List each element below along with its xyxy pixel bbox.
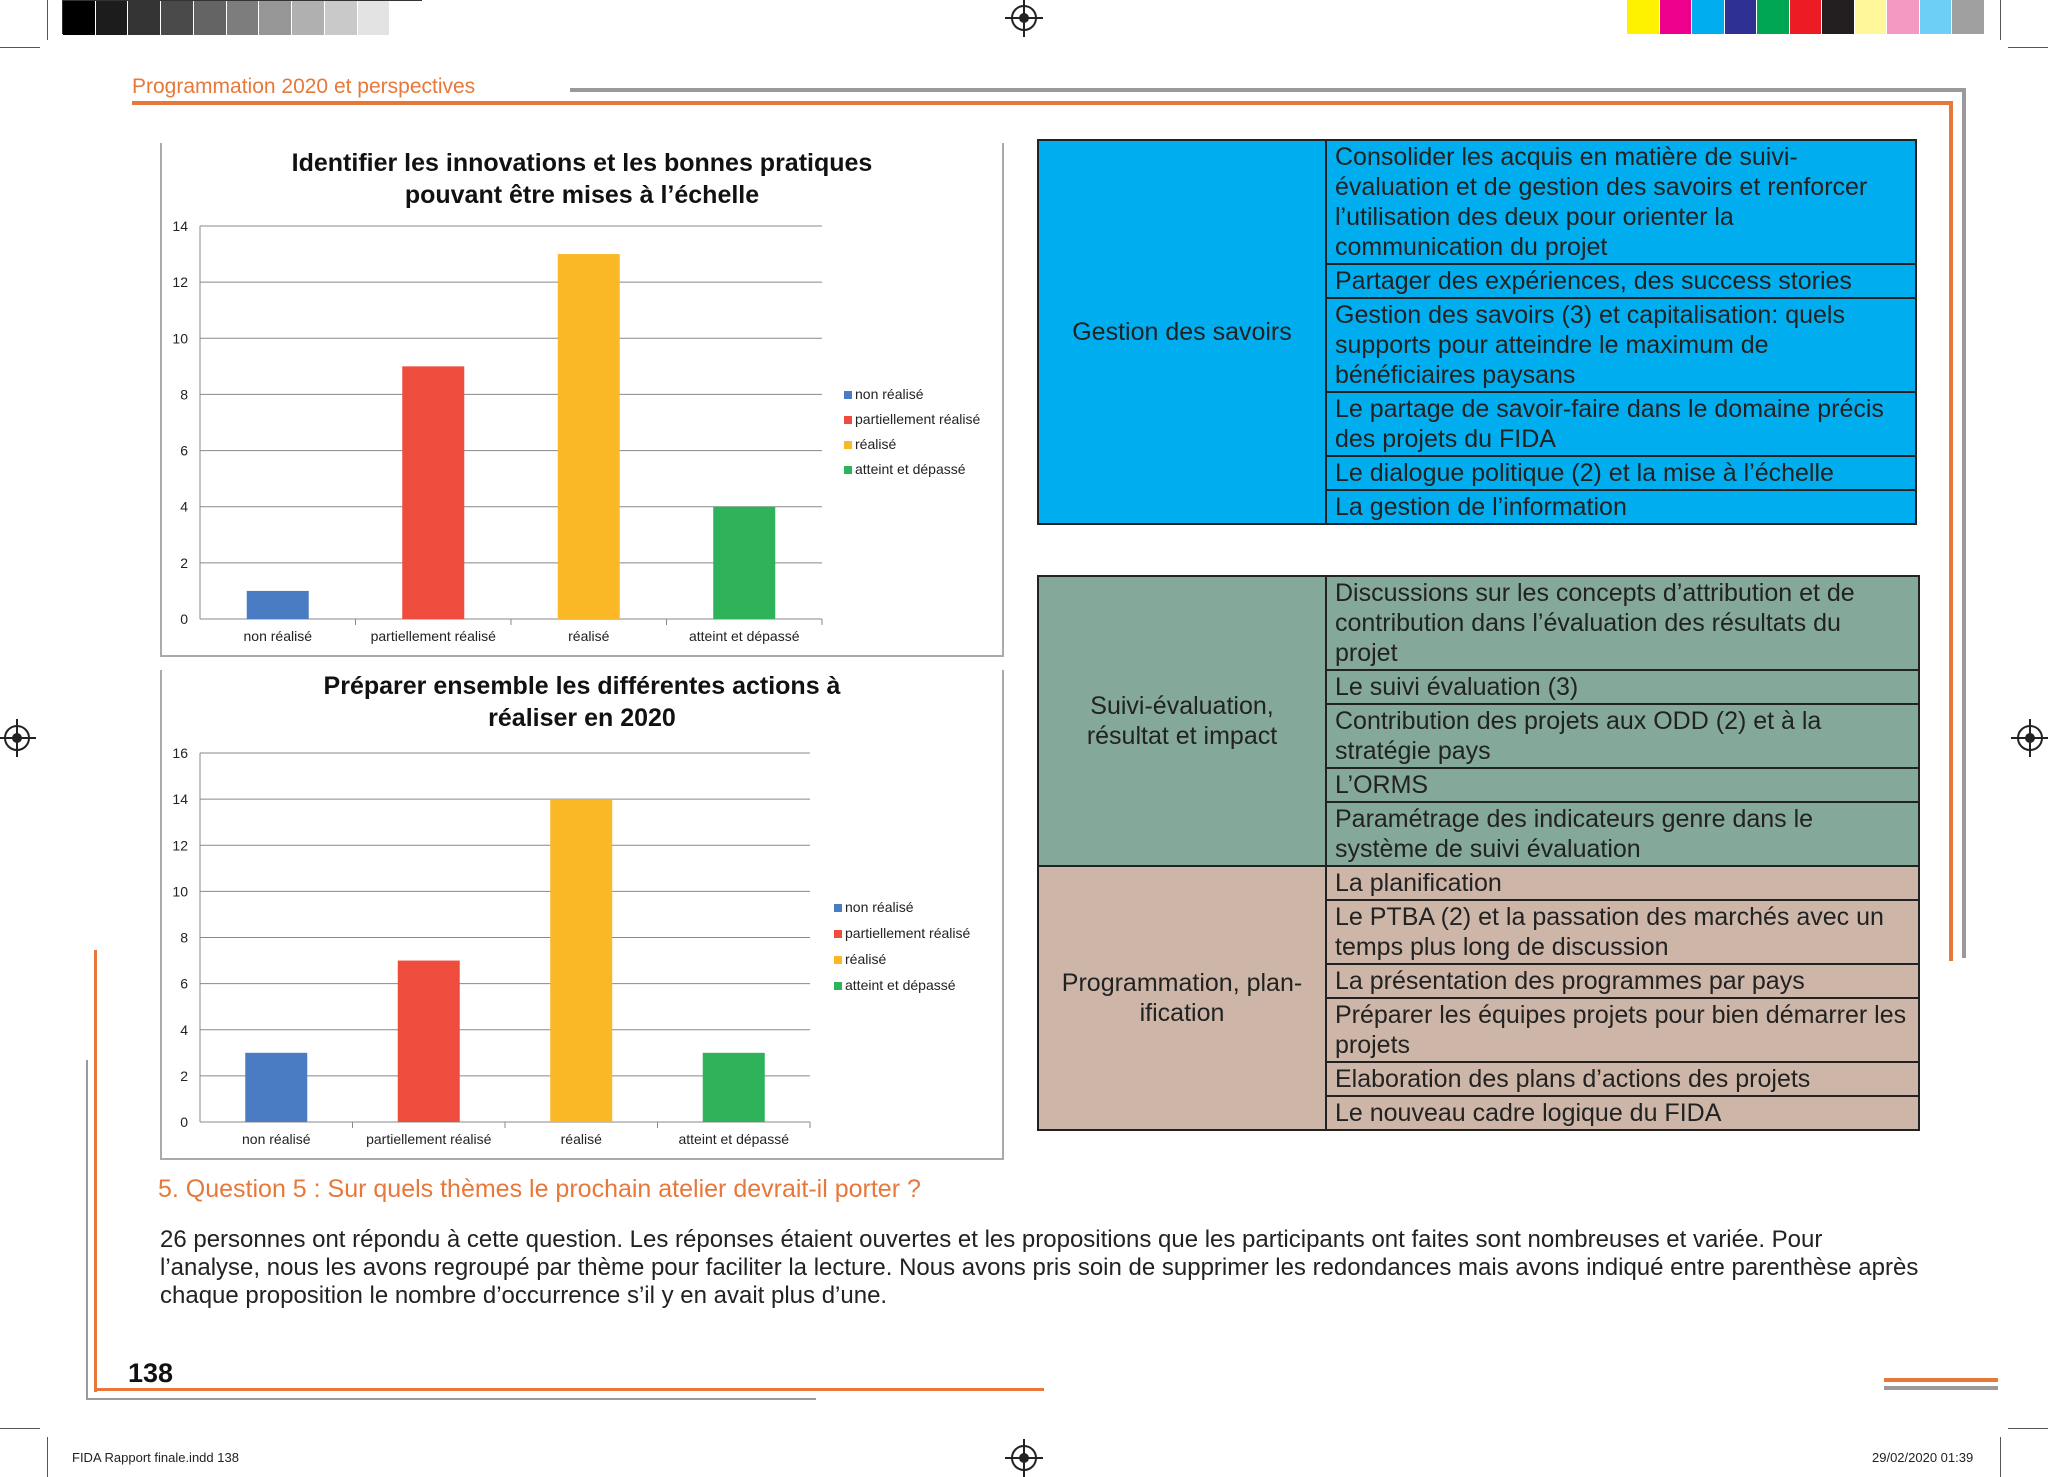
header-rule-gray — [570, 88, 1965, 92]
chart-actions-2020 — [160, 670, 1004, 1160]
crop-mark — [0, 1428, 40, 1429]
theme-item: Elaboration des plans d’actions des projets — [1326, 1062, 1919, 1096]
table-row — [1038, 140, 1916, 264]
y-tick-label: 16 — [172, 745, 188, 761]
legend-swatch — [834, 930, 842, 938]
color-swatch — [1920, 0, 1953, 34]
legend-swatch — [834, 956, 842, 964]
color-calibration-bar — [1627, 0, 1985, 34]
legend-swatch — [834, 982, 842, 990]
registration-mark-icon — [2017, 725, 2043, 751]
theme-item: La planification — [1326, 866, 1919, 900]
y-tick-label: 14 — [172, 791, 188, 808]
registration-mark-icon — [1011, 1445, 1037, 1471]
footer-rule-orange — [94, 1388, 1044, 1391]
theme-item: Contribution des projets aux ODD (2) et à la stratégie pays — [1326, 704, 1919, 768]
registration-mark-icon — [1011, 5, 1037, 31]
crop-mark — [2000, 0, 2001, 40]
gray-calibration-bar — [62, 0, 422, 34]
theme-item: Préparer les équipes projets pour bien démarrer les projets — [1326, 998, 1919, 1062]
header-rule-orange — [132, 101, 1952, 105]
bar-chart-svg — [162, 143, 1002, 655]
gray-swatch — [194, 1, 227, 35]
theme-item: Le dialogue politique (2) et la mise à l’échelle — [1326, 456, 1916, 490]
bar — [247, 591, 309, 619]
crop-mark — [2000, 1437, 2001, 1477]
gray-swatch — [63, 1, 96, 35]
chart-title-line: Identifier les innovations et les bonnes pratiques — [291, 149, 873, 177]
theme-item: Consolider les acquis en matière de suivi-évaluation et de gestion des savoirs et renforcer l’utilisation des deux pour orienter la communication du projet — [1326, 140, 1916, 264]
color-swatch — [1822, 0, 1855, 34]
bar-chart-svg — [162, 670, 1002, 1158]
legend-swatch — [844, 441, 852, 449]
legend-label: partiellement réalisé — [855, 411, 981, 427]
theme-item: L’ORMS — [1326, 768, 1919, 802]
chart-title-line: pouvant être mises à l’échelle — [404, 181, 760, 209]
footer-accent-orange — [1884, 1378, 1998, 1382]
category-cell: Programmation, plan-ification — [1038, 866, 1326, 1130]
chart-innovations — [160, 143, 1004, 657]
color-swatch — [1660, 0, 1693, 34]
y-tick-label: 4 — [180, 498, 188, 515]
crop-mark — [47, 1437, 48, 1477]
registration-mark-icon — [4, 725, 30, 751]
color-swatch — [1887, 0, 1920, 34]
color-swatch — [1952, 0, 1985, 34]
y-tick-label: 10 — [172, 330, 188, 347]
bar — [558, 254, 620, 619]
frame-line-orange — [1949, 101, 1953, 961]
gray-swatch — [161, 1, 194, 35]
footer-rule-gray — [86, 1398, 816, 1400]
y-tick-label: 2 — [180, 554, 188, 571]
theme-item: Partager des expériences, des success stories — [1326, 264, 1916, 298]
color-swatch — [1692, 0, 1725, 34]
body-paragraph: 26 personnes ont répondu à cette question. Les réponses étaient ouvertes et les propositions que les participants ont faites sont nombreuses et variée. Pour l’analyse, nous les avons regroupé par thème pour faciliter la lecture. Nous avons pris soin de supprimer les redondances mais avons indiqué entre parenthèse après chaque proposition le nombre d’occurrence s’il y en avait plus d’une. — [160, 1226, 1919, 1309]
legend-swatch — [844, 391, 852, 399]
table-row — [1038, 866, 1919, 900]
x-tick-label: non réalisé — [242, 1131, 311, 1147]
x-tick-label: non réalisé — [243, 628, 312, 644]
theme-item: Le nouveau cadre logique du FIDA — [1326, 1096, 1919, 1130]
x-tick-label: partiellement réalisé — [366, 1131, 492, 1147]
themes-table-knowledge — [1037, 139, 1917, 525]
y-tick-label: 2 — [180, 1067, 188, 1084]
gray-swatch — [325, 1, 358, 35]
legend-label: non réalisé — [845, 899, 914, 915]
bar — [703, 1053, 765, 1122]
y-tick-label: 14 — [172, 218, 188, 234]
x-tick-label: réalisé — [568, 628, 610, 644]
color-swatch — [1790, 0, 1823, 34]
gray-swatch — [292, 1, 325, 35]
frame-line-orange-left — [94, 950, 97, 1392]
bar — [550, 799, 612, 1122]
theme-item: Le suivi évaluation (3) — [1326, 670, 1919, 704]
color-swatch — [1757, 0, 1790, 34]
bar — [713, 507, 775, 619]
crop-mark — [47, 0, 48, 40]
theme-item: La présentation des programmes par pays — [1326, 964, 1919, 998]
theme-item: Paramétrage des indicateurs genre dans le système de suivi évaluation — [1326, 802, 1919, 866]
x-tick-label: atteint et dépassé — [678, 1131, 790, 1147]
theme-item: Discussions sur les concepts d’attribution et de contribution dans l’évaluation des résultats du projet — [1326, 576, 1919, 670]
legend-label: atteint et dépassé — [845, 977, 956, 993]
theme-item: La gestion de l’information — [1326, 490, 1916, 524]
y-tick-label: 12 — [172, 837, 188, 854]
color-swatch — [1855, 0, 1888, 34]
theme-item: Le PTBA (2) et la passation des marchés avec un temps plus long de discussion — [1326, 900, 1919, 964]
gray-swatch — [390, 1, 423, 35]
slug-date: 29/02/2020 01:39 — [1872, 1450, 1974, 1465]
crop-mark — [2008, 1428, 2048, 1429]
crop-mark — [2008, 47, 2048, 48]
x-tick-label: réalisé — [560, 1131, 602, 1147]
legend-swatch — [844, 416, 852, 424]
gray-swatch — [96, 1, 129, 35]
legend-label: réalisé — [855, 436, 897, 452]
legend-swatch — [834, 904, 842, 912]
legend-label: partiellement réalisé — [845, 925, 971, 941]
gray-swatch — [227, 1, 260, 35]
theme-item: Le partage de savoir-faire dans le domaine précis des projets du FIDA — [1326, 392, 1916, 456]
bar — [245, 1053, 307, 1122]
category-cell: Gestion des savoirs — [1038, 140, 1326, 524]
category-cell: Suivi-évaluation, résultat et impact — [1038, 576, 1326, 866]
y-tick-label: 10 — [172, 883, 188, 900]
frame-line-gray — [1962, 88, 1966, 958]
bar — [402, 366, 464, 619]
y-tick-label: 12 — [172, 274, 188, 291]
themes-table-me-programming — [1037, 575, 1920, 1131]
y-tick-label: 4 — [180, 1021, 188, 1038]
frame-line-gray-left — [86, 1060, 88, 1400]
y-tick-label: 8 — [180, 386, 188, 403]
crop-mark — [0, 47, 40, 48]
running-header: Programmation 2020 et perspectives — [132, 75, 476, 98]
legend-swatch — [844, 466, 852, 474]
y-tick-label: 6 — [180, 975, 188, 992]
legend-label: non réalisé — [855, 386, 924, 402]
y-tick-label: 6 — [180, 442, 188, 459]
x-tick-label: atteint et dépassé — [688, 628, 800, 644]
y-tick-label: 8 — [180, 929, 188, 946]
color-swatch — [1725, 0, 1758, 34]
gray-swatch — [128, 1, 161, 35]
gray-swatch — [358, 1, 391, 35]
chart-title-line: réaliser en 2020 — [488, 704, 676, 732]
footer-accent-gray — [1884, 1386, 1998, 1390]
page-number: 138 — [128, 1358, 174, 1388]
y-tick-label: 0 — [180, 1114, 188, 1130]
y-tick-label: 0 — [180, 611, 188, 627]
table-row — [1038, 576, 1919, 670]
slug-filename: FIDA Rapport finale.indd 138 — [72, 1450, 239, 1465]
bar — [398, 961, 460, 1122]
legend-label: atteint et dépassé — [855, 461, 966, 477]
question-heading: 5. Question 5 : Sur quels thèmes le prochain atelier devrait-il porter ? — [158, 1175, 921, 1203]
color-swatch — [1627, 0, 1660, 34]
chart-title-line: Préparer ensemble les différentes actions à — [323, 672, 841, 700]
theme-item: Gestion des savoirs (3) et capitalisation: quels supports pour atteindre le maximum de bénéficiaires paysans — [1326, 298, 1916, 392]
legend-label: réalisé — [845, 951, 887, 967]
gray-swatch — [259, 1, 292, 35]
x-tick-label: partiellement réalisé — [370, 628, 496, 644]
